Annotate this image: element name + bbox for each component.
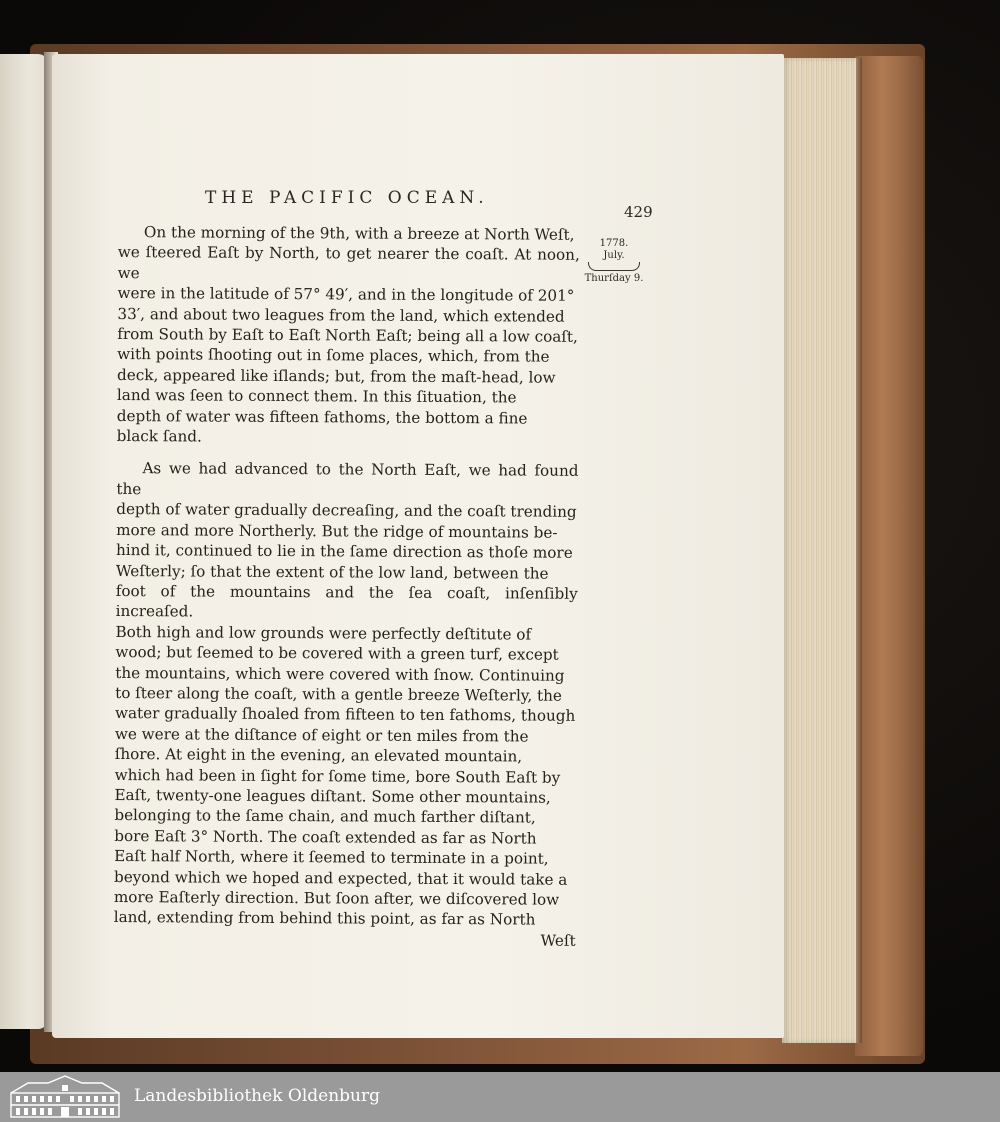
margin-note-year: 1778. xyxy=(599,238,629,249)
body-text xyxy=(114,222,580,951)
margin-note-day: Thurſday 9. xyxy=(584,273,644,284)
margin-note xyxy=(582,238,646,285)
previous-page-edge xyxy=(0,54,48,1029)
page-fore-edge xyxy=(782,58,862,1043)
running-head: THE PACIFIC OCEAN. xyxy=(205,188,489,208)
library-building-icon xyxy=(8,1075,122,1119)
margin-brace xyxy=(588,262,640,271)
paragraph-1: On the morning of the 9th, with a breeze at North Weſt, we ſteered Eaſt by North, to get nearer the coaſt. At noon, we were in the latitude of 57° 49′, and in the longitude of 201° 33′, and about two leagues from the land, which extended from South by Eaſt to Eaſt North Eaſt; being all a low coaſt, with points ſhooting out in ſome places, which, from the deck, appeared like iſlands; but, from the maſt-head, low land was ſeen to connect them. In this ſituation, the depth of water was fifteen fathoms, the bottom a fine black ſand. xyxy=(116,223,580,446)
back-board xyxy=(855,56,923,1056)
catchword: Weſt xyxy=(540,931,576,950)
paragraph-2: As we had advanced to the North Eaſt, we had found the depth of water gradually decreaſing, and the coaſt trending more and more Northerly. But the ridge of mountains be- hind it, continued to lie in the ſame direction as thoſe more Weſterly; ſo that the extent of the low land, between the foot of the mountains and the ſea coaſt, inſenſibly increaſed. Both high and low grounds were perfectly deſtitute of wood; but ſeemed to be covered with a green turf, except the mountains, which were covered with ſnow. Continuing to ſteer along the coaſt, with a gentle breeze Weſterly, the water gradually ſhoaled from fifteen to ten fathoms, though we were at the diſtance of eight or ten miles from the ſhore. At eight in the evening, an elevated mountain, which had been in ſight for ſome time, bore South Eaſt by Eaſt, twenty-one leagues diſtant. Some other mountains, belonging to the ſame chain, and much farther diſtant, bore Eaſt 3° North. The coaſt extended as far as North Eaſt half North, where it ſeemed to terminate in a point, beyond which we hoped and expected, that it would take a more Eaſterly direction. But ſoon after, we diſcovered low land, extending from behind this point, as far as North xyxy=(113,459,579,929)
margin-note-month: July. xyxy=(603,250,625,261)
page-number: 429 xyxy=(624,203,653,221)
library-name: Landesbibliothek Oldenburg xyxy=(134,1086,381,1106)
